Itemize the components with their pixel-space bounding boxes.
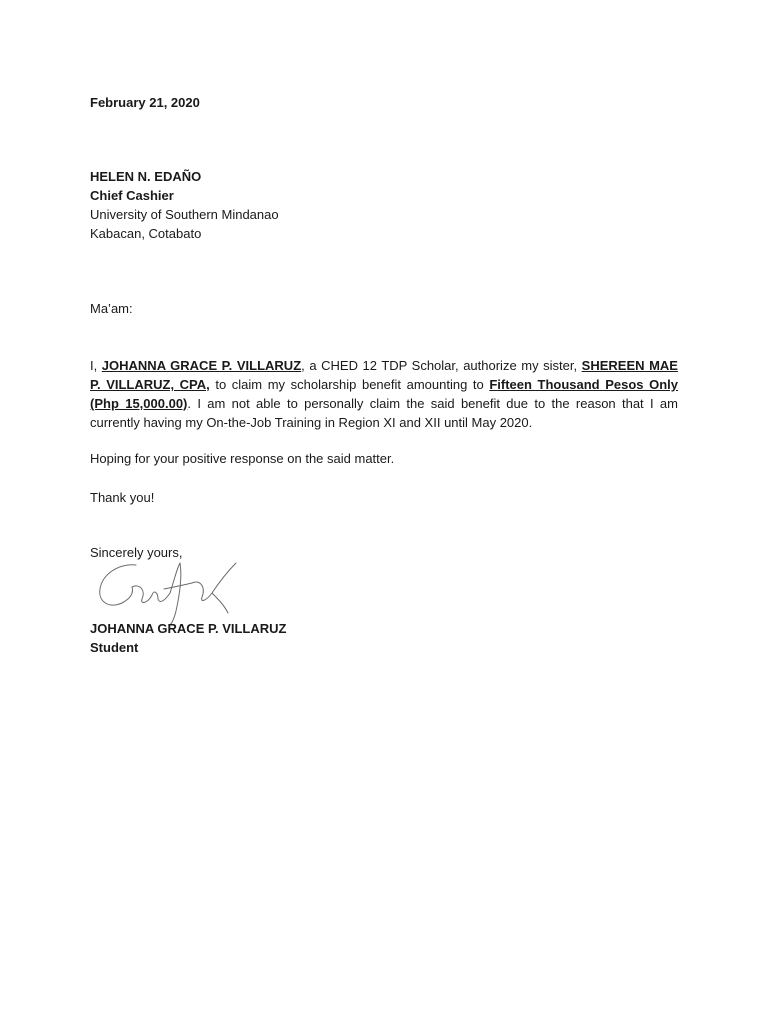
recipient-organization: University of Southern Mindanao <box>90 207 279 222</box>
body-paragraph-1 <box>90 356 678 432</box>
signatory-name: JOHANNA GRACE P. VILLARUZ <box>90 621 287 636</box>
closing-line: Sincerely yours, <box>90 545 183 560</box>
sister-name-highlight: SHEREEN MAE P. VILLARUZ, CPA, <box>90 358 678 392</box>
student-name-highlight: JOHANNA GRACE P. VILLARUZ <box>101 358 302 373</box>
amount-highlight: Fifteen Thousand Pesos Only (Php 15,000.00) <box>90 377 678 411</box>
signatory-title: Student <box>90 640 139 655</box>
thank-you-line: Thank you! <box>90 490 155 505</box>
body-paragraph-2: Hoping for your positive response on the said matter. <box>90 451 395 466</box>
recipient-title: Chief Cashier <box>90 188 174 203</box>
recipient-location: Kabacan, Cotabato <box>90 226 202 241</box>
recipient-address <box>90 167 279 243</box>
handwritten-signature <box>88 553 248 625</box>
salutation: Ma’am: <box>90 301 133 316</box>
recipient-name: HELEN N. EDAÑO <box>90 169 202 184</box>
body-text: , a CHED 12 TDP Scholar, authorize my sister, <box>301 358 582 373</box>
letter-date: February 21, 2020 <box>90 95 200 110</box>
body-text: to claim my scholarship benefit amounting to <box>209 377 490 392</box>
body-text: . I am not able to personally claim the said benefit due to the reason that I am currently having my On-the-Job Training in Region XI and XII until May 2020. <box>90 396 678 430</box>
body-text: I, <box>90 358 102 373</box>
